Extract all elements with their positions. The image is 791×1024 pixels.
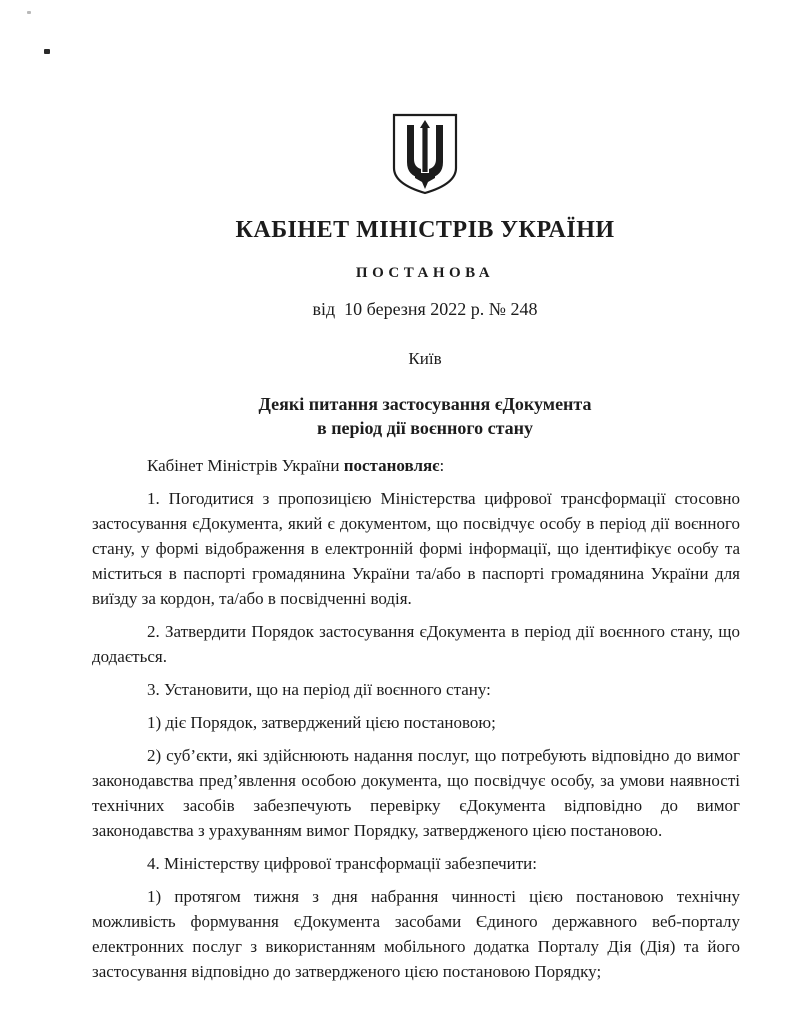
- doc-subject: [110, 392, 740, 440]
- scan-speck: [27, 11, 31, 14]
- paragraph-4: 4. Міністерству цифрової трансформації забезпечити:: [147, 854, 537, 873]
- doc-subject-line1: Деякі питання застосування єДокумента: [258, 394, 592, 414]
- ukraine-trident-emblem-icon: [389, 112, 461, 196]
- paragraph-1: 1. Погодитися з пропозицією Міністерства цифрової трансформації стосовно застосування єДокумента, який є документом, що посвідчує особу в період дії воєнного стану, у формі відображення в електронній формі інформації, що ідентифікує особу та міститься в паспорті громадянина України та/або в паспорті громадянина України для виїзду за кордон, та/або в посвідченні водія.: [92, 489, 740, 608]
- paragraph-2: 2. Затвердити Порядок застосування єДокумента в період дії воєнного стану, що додається.: [92, 622, 740, 666]
- paragraph-3-item-1: 1) діє Порядок, затверджений цією постановою;: [147, 713, 496, 732]
- doc-city: Київ: [408, 349, 442, 368]
- org-title: КАБІНЕТ МІНІСТРІВ УКРАЇНИ: [235, 217, 615, 243]
- preamble-colon: :: [439, 456, 445, 475]
- paragraph-3-item-2: 2) суб’єкти, які здійснюють надання послуг, що потребують відповідно до вимог законодавства пред’явлення особою документа, що посвідчує особу, за умови наявності технічних засобів забезпечують перевірку єДокумента відповідно до вимог законодавства з урахуванням вимог Порядку, затвердженого цією постановою.: [92, 746, 740, 840]
- doc-type-label: ПОСТАНОВА: [355, 265, 495, 281]
- paragraph-4-item-1: 1) протягом тижня з дня набрання чинності цією постановою технічну можливість формування єДокумента засобами Єдиного державного веб-порталу електронних послуг з використанням мобільного додатка Порталу Дія (Дія) та його застосування відповідно до затвердженого цією постановою Порядку;: [92, 887, 740, 981]
- preamble-resolves-word: постановляє: [343, 456, 440, 475]
- document-content: [92, 0, 740, 984]
- doc-date-number: від 10 березня 2022 р. № 248: [312, 299, 538, 319]
- preamble: [92, 453, 740, 478]
- doc-subject-line2: в період дії воєнного стану: [316, 418, 534, 438]
- paragraph-3: 3. Установити, що на період дії воєнного стану:: [147, 680, 491, 699]
- document-header: [92, 112, 740, 440]
- coat-of-arms: [110, 112, 740, 196]
- preamble-text: Кабінет Міністрів України: [147, 456, 344, 475]
- scan-speck: [44, 49, 50, 54]
- document-body: [92, 453, 740, 984]
